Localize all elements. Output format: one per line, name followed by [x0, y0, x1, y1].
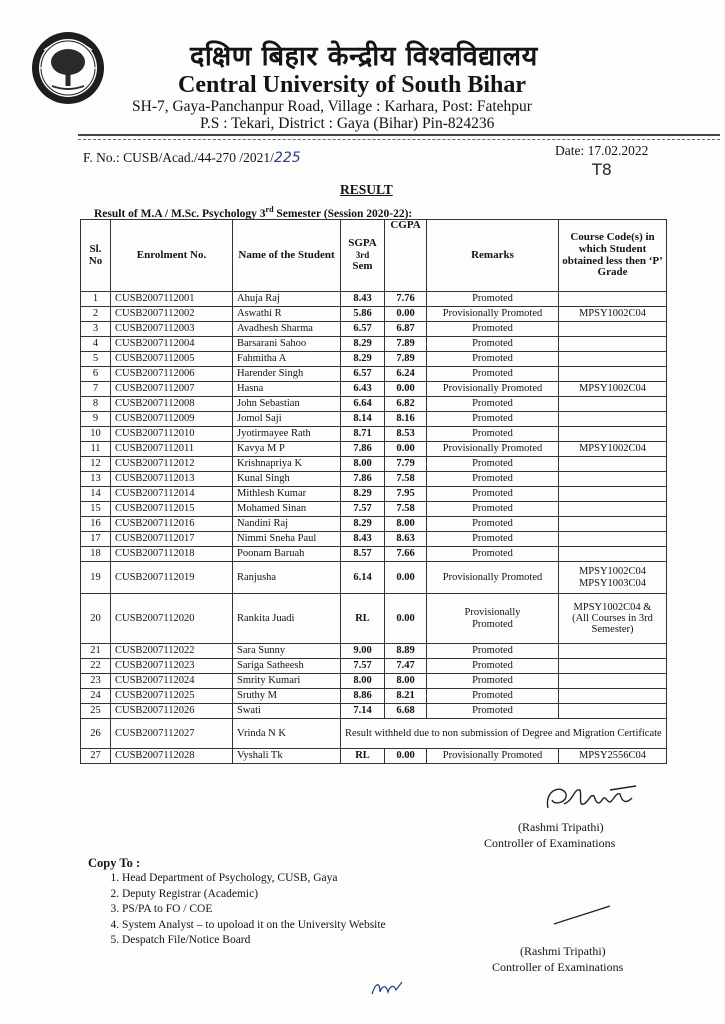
table-row — [81, 352, 667, 367]
cell-remarks: Provisionally Promoted — [427, 749, 559, 764]
cell-cgpa: 0.00 — [385, 382, 427, 397]
cell-remarks: Promoted — [427, 412, 559, 427]
university-name-hindi: दक्षिण बिहार केन्द्रीय विश्वविद्यालय — [190, 41, 538, 72]
cell-name: Mohamed Sinan — [233, 502, 341, 517]
cell-sgpa: 5.86 — [341, 307, 385, 322]
table-row — [81, 547, 667, 562]
cell-cgpa: 8.53 — [385, 427, 427, 442]
table-row — [81, 719, 667, 749]
col-header-course: Course Code(s) in which Student obtained less then ‘P’ Grade — [559, 220, 667, 292]
cell-sgpa: 8.29 — [341, 487, 385, 502]
table-header-row — [81, 220, 667, 292]
cell-remarks: Promoted — [427, 689, 559, 704]
cell-sgpa: 6.57 — [341, 322, 385, 337]
handwritten-mark: T8 — [592, 160, 612, 179]
table-row — [81, 704, 667, 719]
header-divider — [78, 134, 720, 136]
cell-sgpa: 6.57 — [341, 367, 385, 382]
subheading-tail: Semester (Session 2020-22): — [273, 207, 413, 220]
cell-sl: 12 — [81, 457, 111, 472]
cell-sgpa: 7.57 — [341, 659, 385, 674]
cell-remarks: Promoted — [427, 517, 559, 532]
table-row — [81, 562, 667, 594]
cell-sl: 13 — [81, 472, 111, 487]
col-header-sl: Sl. No — [81, 220, 111, 292]
cell-sgpa: RL — [341, 749, 385, 764]
cell-sl: 17 — [81, 532, 111, 547]
cell-course — [559, 487, 667, 502]
cell-remarks: Promoted — [427, 487, 559, 502]
cell-sl: 8 — [81, 397, 111, 412]
cell-sl: 14 — [81, 487, 111, 502]
cell-course — [559, 689, 667, 704]
cell-remarks: Provisionally Promoted — [427, 382, 559, 397]
table-row — [81, 397, 667, 412]
cell-course: MPSY1002C04 — [559, 307, 667, 322]
table-row — [81, 689, 667, 704]
table-row — [81, 749, 667, 764]
cell-course — [559, 644, 667, 659]
cell-enrolment: CUSB2007112022 — [111, 644, 233, 659]
cell-remarks: Promoted — [427, 322, 559, 337]
cell-sl: 3 — [81, 322, 111, 337]
cell-name: Mithlesh Kumar — [233, 487, 341, 502]
cell-cgpa: 0.00 — [385, 749, 427, 764]
cell-remarks: Promoted — [427, 659, 559, 674]
table-row — [81, 502, 667, 517]
cell-cgpa: 7.47 — [385, 659, 427, 674]
cell-cgpa: 8.21 — [385, 689, 427, 704]
cell-sgpa: 8.43 — [341, 292, 385, 307]
signatory-title: Controller of Examinations — [484, 836, 616, 850]
cell-name: Sara Sunny — [233, 644, 341, 659]
cell-name: Nandini Raj — [233, 517, 341, 532]
sgpa-sem-number: 3rd — [355, 249, 370, 260]
table-row — [81, 594, 667, 644]
cell-sl: 20 — [81, 594, 111, 644]
cell-sl: 4 — [81, 337, 111, 352]
table-row — [81, 412, 667, 427]
cell-cgpa: 0.00 — [385, 307, 427, 322]
cell-sgpa: 9.00 — [341, 644, 385, 659]
cell-sgpa: 6.64 — [341, 397, 385, 412]
cell-name: Barsarani Sahoo — [233, 337, 341, 352]
cell-enrolment: CUSB2007112010 — [111, 427, 233, 442]
cell-name: Kavya M P — [233, 442, 341, 457]
cell-name: Swati — [233, 704, 341, 719]
col-header-cgpa: CGPA — [385, 220, 427, 292]
cell-enrolment: CUSB2007112027 — [111, 719, 233, 749]
cell-name: Vrinda N K — [233, 719, 341, 749]
signatory-name: (Rashmi Tripathi) — [518, 820, 604, 834]
table-row — [81, 292, 667, 307]
copy-to-label: Copy To : — [88, 856, 141, 870]
list-item: 1. Head Department of Psychology, CUSB, Gaya — [122, 871, 386, 887]
cell-cgpa: 7.79 — [385, 457, 427, 472]
col-header-enrolment: Enrolment No. — [111, 220, 233, 292]
table-row — [81, 487, 667, 502]
list-item: 2. Deputy Registrar (Academic) — [122, 887, 386, 903]
cell-cgpa: 8.00 — [385, 517, 427, 532]
cell-sl: 15 — [81, 502, 111, 517]
cell-remarks: Promoted — [427, 674, 559, 689]
cell-cgpa: 8.00 — [385, 674, 427, 689]
cell-cgpa: 7.95 — [385, 487, 427, 502]
cell-name: Harender Singh — [233, 367, 341, 382]
table-row — [81, 427, 667, 442]
cell-name: Jomol Saji — [233, 412, 341, 427]
cell-cgpa: 7.66 — [385, 547, 427, 562]
copy-to-list — [100, 871, 386, 949]
cell-enrolment: CUSB2007112001 — [111, 292, 233, 307]
cell-course: MPSY1002C04 — [559, 382, 667, 397]
cell-course — [559, 532, 667, 547]
cell-course — [559, 472, 667, 487]
cell-name: Rankita Juadi — [233, 594, 341, 644]
cell-course — [559, 674, 667, 689]
cell-name: Krishnapriya K — [233, 457, 341, 472]
cell-course — [559, 397, 667, 412]
cell-sgpa: 7.86 — [341, 472, 385, 487]
cell-enrolment: CUSB2007112023 — [111, 659, 233, 674]
cell-remarks: Promoted — [427, 644, 559, 659]
col-header-remarks: Remarks — [427, 220, 559, 292]
cell-remarks: Promoted — [427, 704, 559, 719]
cell-course: MPSY2556C04 — [559, 749, 667, 764]
cell-sl: 5 — [81, 352, 111, 367]
cell-course — [559, 517, 667, 532]
cell-course — [559, 337, 667, 352]
cell-sl: 23 — [81, 674, 111, 689]
document-date: Date: 17.02.2022 — [555, 143, 649, 158]
cell-sgpa: 8.29 — [341, 517, 385, 532]
cell-course — [559, 659, 667, 674]
cell-cgpa: 8.89 — [385, 644, 427, 659]
cell-sl: 25 — [81, 704, 111, 719]
cell-enrolment: CUSB2007112006 — [111, 367, 233, 382]
cell-remarks: Promoted — [427, 532, 559, 547]
subheading-text: Result of M.A / M.Sc. Psychology 3 — [94, 207, 266, 220]
cell-sl: 9 — [81, 412, 111, 427]
initials-image — [370, 978, 404, 998]
cell-sgpa: 6.43 — [341, 382, 385, 397]
table-row — [81, 382, 667, 397]
cell-sgpa: 7.14 — [341, 704, 385, 719]
list-item: 3. PS/PA to FO / COE — [122, 902, 386, 918]
cell-course: MPSY1002C04 — [559, 442, 667, 457]
cell-sl: 1 — [81, 292, 111, 307]
cell-enrolment: CUSB2007112020 — [111, 594, 233, 644]
cell-remarks: Promoted — [427, 427, 559, 442]
cell-cgpa: 7.89 — [385, 337, 427, 352]
cell-enrolment: CUSB2007112015 — [111, 502, 233, 517]
cell-sgpa: 7.86 — [341, 442, 385, 457]
cell-enrolment: CUSB2007112024 — [111, 674, 233, 689]
cell-name: Jyotirmayee Rath — [233, 427, 341, 442]
table-row — [81, 442, 667, 457]
cell-sgpa: 8.00 — [341, 457, 385, 472]
cell-sl: 26 — [81, 719, 111, 749]
cell-cgpa: 7.76 — [385, 292, 427, 307]
cell-cgpa: 6.87 — [385, 322, 427, 337]
cell-cgpa: 8.16 — [385, 412, 427, 427]
cell-enrolment: CUSB2007112009 — [111, 412, 233, 427]
result-subheading — [94, 205, 412, 220]
cell-cgpa: 8.63 — [385, 532, 427, 547]
university-name-english: Central University of South Bihar — [178, 72, 526, 98]
cell-enrolment: CUSB2007112016 — [111, 517, 233, 532]
cell-course — [559, 322, 667, 337]
cell-sgpa: 8.14 — [341, 412, 385, 427]
cell-course: MPSY1002C04 MPSY1003C04 — [559, 562, 667, 594]
result-table — [80, 219, 667, 764]
cell-name: John Sebastian — [233, 397, 341, 412]
cell-cgpa: 7.89 — [385, 352, 427, 367]
file-number — [83, 150, 301, 166]
cell-enrolment: CUSB2007112018 — [111, 547, 233, 562]
cell-sgpa: 8.29 — [341, 337, 385, 352]
table-row — [81, 644, 667, 659]
cell-sl: 27 — [81, 749, 111, 764]
table-row — [81, 472, 667, 487]
cell-cgpa: 6.24 — [385, 367, 427, 382]
sgpa-sem-label: Sem — [352, 260, 373, 273]
signatory-name-2: (Rashmi Tripathi) — [520, 944, 606, 958]
cell-course — [559, 352, 667, 367]
col-header-sgpa — [341, 220, 385, 292]
cell-remarks: Promoted — [427, 547, 559, 562]
table-row — [81, 322, 667, 337]
cell-sl: 2 — [81, 307, 111, 322]
signature-stroke-image — [552, 904, 612, 926]
sgpa-label: SGPA — [348, 237, 377, 250]
cell-sgpa: 8.00 — [341, 674, 385, 689]
cell-enrolment: CUSB2007112012 — [111, 457, 233, 472]
cell-enrolment: CUSB2007112028 — [111, 749, 233, 764]
cell-enrolment: CUSB2007112019 — [111, 562, 233, 594]
table-row — [81, 367, 667, 382]
subheading-sup: rd — [265, 205, 274, 214]
cell-course — [559, 367, 667, 382]
cell-remarks: Promoted — [427, 472, 559, 487]
table-row — [81, 337, 667, 352]
cell-enrolment: CUSB2007112005 — [111, 352, 233, 367]
cell-name: Smrity Kumari — [233, 674, 341, 689]
table-row — [81, 674, 667, 689]
cell-name: Sruthy M — [233, 689, 341, 704]
cell-remarks: Promoted — [427, 292, 559, 307]
cell-enrolment: CUSB2007112026 — [111, 704, 233, 719]
cell-name: Hasna — [233, 382, 341, 397]
cell-enrolment: CUSB2007112002 — [111, 307, 233, 322]
cell-cgpa: 0.00 — [385, 442, 427, 457]
cell-enrolment: CUSB2007112008 — [111, 397, 233, 412]
cell-sgpa: 8.29 — [341, 352, 385, 367]
cell-cgpa: 0.00 — [385, 594, 427, 644]
header-divider-dashed — [78, 139, 720, 140]
cell-enrolment: CUSB2007112013 — [111, 472, 233, 487]
cell-sgpa: 6.14 — [341, 562, 385, 594]
university-seal-icon — [30, 30, 106, 106]
cell-enrolment: CUSB2007112011 — [111, 442, 233, 457]
cell-sl: 22 — [81, 659, 111, 674]
cell-remarks: Promoted — [427, 337, 559, 352]
cell-course: MPSY1002C04 & (All Courses in 3rd Semester) — [559, 594, 667, 644]
cell-sgpa: 8.86 — [341, 689, 385, 704]
cell-name: Fahmitha A — [233, 352, 341, 367]
cell-course — [559, 502, 667, 517]
cell-name: Ahuja Raj — [233, 292, 341, 307]
cell-withheld-note: Result withheld due to non submission of Degree and Migration Certificate — [341, 719, 667, 749]
cell-enrolment: CUSB2007112017 — [111, 532, 233, 547]
cell-enrolment: CUSB2007112014 — [111, 487, 233, 502]
cell-name: Kunal Singh — [233, 472, 341, 487]
cell-sl: 18 — [81, 547, 111, 562]
cell-remarks: Promoted — [427, 502, 559, 517]
list-item: 5. Despatch File/Notice Board — [122, 933, 386, 949]
table-row — [81, 517, 667, 532]
file-number-handwritten: 225 — [273, 150, 301, 166]
cell-sl: 11 — [81, 442, 111, 457]
cell-name: Avadhesh Sharma — [233, 322, 341, 337]
cell-cgpa: 0.00 — [385, 562, 427, 594]
address-line-2: P.S : Tekari, District : Gaya (Bihar) Pin-824236 — [200, 115, 495, 132]
cell-cgpa: 7.58 — [385, 502, 427, 517]
cell-sl: 10 — [81, 427, 111, 442]
cell-sl: 19 — [81, 562, 111, 594]
cell-course — [559, 547, 667, 562]
table-row — [81, 532, 667, 547]
cell-name: Nimmi Sneha Paul — [233, 532, 341, 547]
cell-sgpa: 8.71 — [341, 427, 385, 442]
list-item: 4. System Analyst – to upoload it on the University Website — [122, 918, 386, 934]
cell-name: Ranjusha — [233, 562, 341, 594]
file-number-text: F. No.: CUSB/Acad./44-270 /2021/ — [83, 150, 274, 165]
cell-sl: 24 — [81, 689, 111, 704]
cell-enrolment: CUSB2007112004 — [111, 337, 233, 352]
cell-sgpa: 8.43 — [341, 532, 385, 547]
cell-cgpa: 6.82 — [385, 397, 427, 412]
cell-course — [559, 457, 667, 472]
cell-name: Aswathi R — [233, 307, 341, 322]
cell-sl: 7 — [81, 382, 111, 397]
cell-enrolment: CUSB2007112025 — [111, 689, 233, 704]
cell-name: Vyshali Tk — [233, 749, 341, 764]
cell-remarks: Promoted — [427, 397, 559, 412]
cell-remarks: Promoted — [427, 457, 559, 472]
cell-enrolment: CUSB2007112007 — [111, 382, 233, 397]
cell-course — [559, 292, 667, 307]
cell-enrolment: CUSB2007112003 — [111, 322, 233, 337]
cell-remarks: Provisionally Promoted — [427, 562, 559, 594]
cell-course — [559, 412, 667, 427]
cell-course — [559, 704, 667, 719]
cell-sl: 16 — [81, 517, 111, 532]
col-header-name: Name of the Student — [233, 220, 341, 292]
cell-sgpa: RL — [341, 594, 385, 644]
cell-cgpa: 6.68 — [385, 704, 427, 719]
cell-name: Poonam Baruah — [233, 547, 341, 562]
cell-remarks: Provisionally Promoted — [427, 594, 559, 644]
cell-sgpa: 7.57 — [341, 502, 385, 517]
cell-cgpa: 7.58 — [385, 472, 427, 487]
cell-course — [559, 427, 667, 442]
table-row — [81, 457, 667, 472]
cell-sl: 6 — [81, 367, 111, 382]
signature-image — [540, 780, 650, 820]
signatory-title-2: Controller of Examinations — [492, 960, 624, 974]
table-body — [81, 292, 667, 764]
address-line-1: SH-7, Gaya-Panchanpur Road, Village : Karhara, Post: Fatehpur — [132, 98, 532, 115]
cell-remarks: Provisionally Promoted — [427, 442, 559, 457]
cell-name: Sariga Satheesh — [233, 659, 341, 674]
table-row — [81, 659, 667, 674]
cell-remarks: Promoted — [427, 367, 559, 382]
cell-sgpa: 8.57 — [341, 547, 385, 562]
cell-sl: 21 — [81, 644, 111, 659]
table-row — [81, 307, 667, 322]
cell-remarks: Provisionally Promoted — [427, 307, 559, 322]
cell-remarks: Promoted — [427, 352, 559, 367]
result-heading: RESULT — [340, 182, 393, 197]
